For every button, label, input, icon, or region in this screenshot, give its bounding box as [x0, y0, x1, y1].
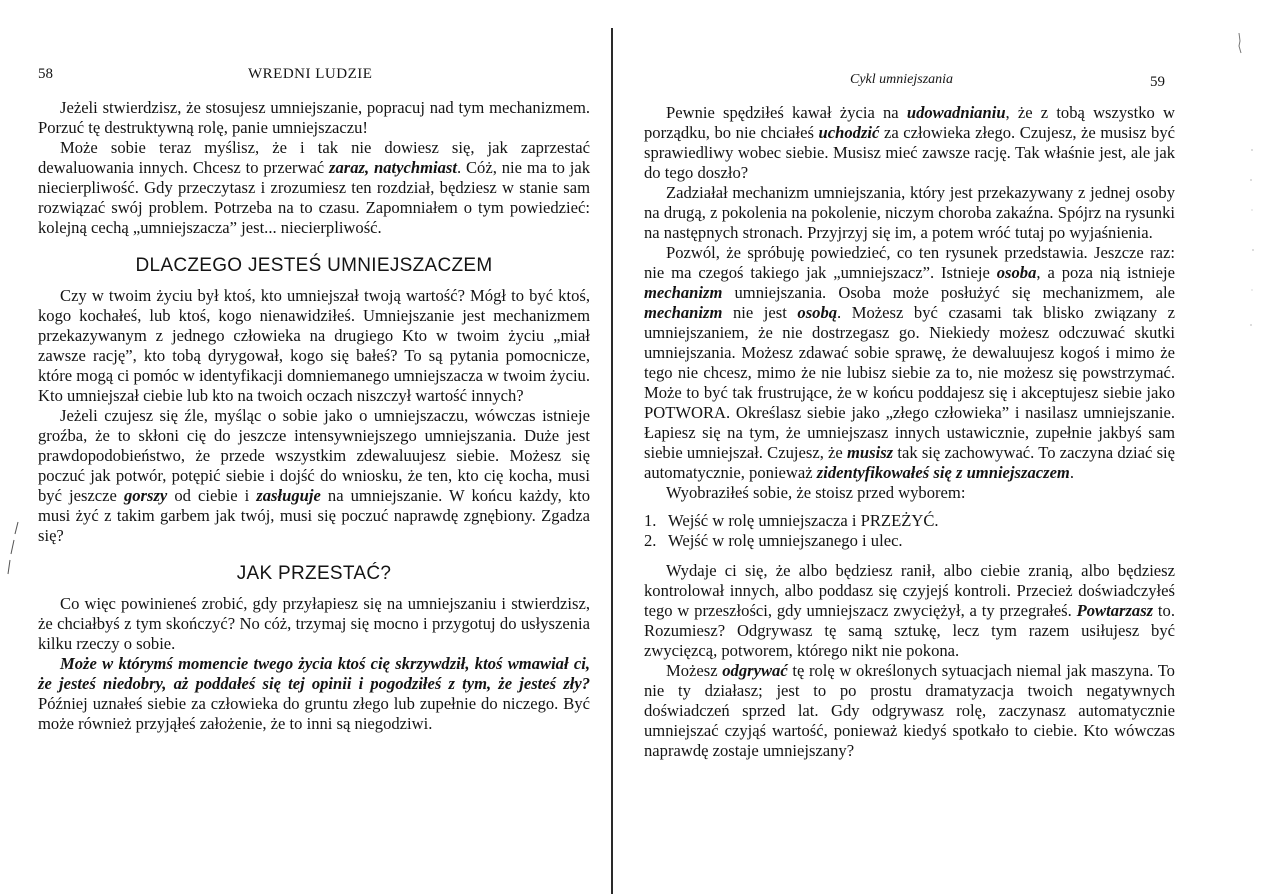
right-text-column — [644, 103, 1175, 761]
running-head: WREDNI LUDZIE — [248, 66, 373, 82]
paragraph: Wyobraziłeś sobie, że stoisz przed wyborem: — [666, 483, 966, 502]
paragraph — [38, 138, 590, 238]
text-run: nie jest — [722, 303, 798, 322]
paragraph: Czy w twoim życiu był ktoś, kto umniejszał twoją wartość? Mógł to być ktoś, kogo kochałeś, lub ktoś, kogo nienawidziłeś. Umniejszanie jest mechanizmem przekazywanym z jednego człowieka na drugiego Kto w twoim życiu „miał zawsze rację”, kto tobą dyrygował, kogo się bałeś? To są pytania pomocnicze, które mogą ci pomóc w identyfikacji domniemanego umniejszacza w twoim życiu. Kto umniejszał ciebie lub kto na twoich oczach niszczył wartość innych? — [38, 286, 590, 405]
text-run: . Możesz być czasami tak blisko związany z umniejszaniem, że nie dostrzegasz go. Niekiedy możesz odczuwać skutki umniejszania. Możesz zdawać sobie sprawę, że dewaluujesz kogoś i mimo że tego nie chcesz, mimo że nie lubisz siebie za to, nie możesz się powstrzymać. Może to być tak frustrujące, że w końcu poddajesz się i akceptujesz siebie jako POTWORA. Określasz siebie jako „złego człowieka” i nasilasz umniejszanie. Łapiesz się na tym, że umniejszasz innych ustawicznie, zupełnie jakbyś sam siebie umniejszał. Czujesz, że — [644, 303, 1175, 462]
emphasis: osoba — [996, 263, 1037, 282]
emphasis: mechanizm — [644, 303, 723, 322]
left-text-column — [38, 98, 590, 734]
text-run: umniejszania. Osoba może posłużyć się mechanizmem, ale — [722, 283, 1175, 302]
text-run: Może sobie teraz myślisz, że i tak nie dowiesz się, jak zaprzestać dewaluowania innych. Chcesz to przerwać — [38, 138, 590, 177]
choice-list — [644, 511, 1175, 551]
paragraph — [644, 561, 1175, 661]
paragraph: Jeżeli stwierdzisz, że stosujesz umniejszanie, popracuj nad tym mechanizmem. Porzuć tę destruktywną rolę, panie umniejszaczu! — [38, 98, 590, 137]
emphasis: odgrywać — [722, 661, 788, 680]
text-run: za człowieka złego. Czujesz, że musisz być sprawiedliwy wobec siebie. Musisz mieć zawsze rację. Tak właśnie jest, ale jak do tego doszło? — [644, 123, 1175, 182]
text-run: Możesz — [666, 661, 723, 680]
page-number: 59 — [1150, 74, 1165, 90]
text-run: to. Rozumiesz? Odgrywasz tę samą sztukę, lecz tym razem usiłujesz być zwycięzcą, potworem, którego nikt nie pokona. — [644, 601, 1175, 660]
emphasis: gorszy — [123, 486, 168, 505]
text-run: . Cóż, nie ma to jak niecierpliwość. Gdy przeczytasz i zrozumiesz ten rozdział, będziesz w stanie sam rozwiązać swój problem. Potrzeba na to czasu. Zapomniałem o tym powiedzieć: kolejną cechą „umniejszacza” jest... niecierpliwość. — [38, 158, 590, 237]
text-run: , a poza nią istnieje — [1036, 263, 1175, 282]
emphasis: osobą — [797, 303, 838, 322]
emphasis: zaraz, natychmiast — [329, 158, 457, 177]
paragraph — [644, 103, 1175, 183]
pencil-mark — [6, 520, 20, 576]
emphasis: zasługuje — [256, 486, 321, 505]
emphasis: Powtarzasz — [1076, 601, 1154, 620]
emphasis: udowadnianiu — [906, 103, 1006, 122]
text-run: Jeżeli czujesz się źle, myśląc o sobie jako o umniejszaczu, wówczas istnieje groźba, że to skłoni cię do jeszcze intensywniejszego umniejszania. Duże jest prawdopodobieństwo, że przede wszystkim zdewaluujesz siebie. Możesz się poczuć jak potwór, potępić siebie i dojść do wniosku, że ten, kto cię kocha, musi być jeszcze — [38, 406, 590, 505]
scan-noise — [1250, 140, 1254, 340]
section-heading: JAK PRZESTAĆ? — [236, 563, 392, 584]
paragraph — [644, 661, 1175, 761]
emphasis: uchodzić — [818, 123, 880, 142]
left-page — [0, 0, 612, 894]
text-run: Później uznałeś siebie za człowieka do gruntu złego lub zupełnie do niczego. Być może również przyjąłeś założenie, że to inni są niegodziwi. — [38, 694, 590, 733]
emphasis: mechanizm — [644, 283, 723, 302]
scan-speck — [1236, 32, 1244, 54]
text-run: Pewnie spędziłeś kawał życia na — [666, 103, 907, 122]
text-run: . — [1069, 463, 1074, 482]
running-head: Cykl umniejszania — [850, 72, 954, 87]
text-run: na umniejszanie. W końcu każdy, kto musi żyć z takim garbem jak twój, musi się poczuć naprawdę zgnębiony. Zgadza się? — [38, 486, 590, 545]
text-run: tak się zachowywać. To zaczyna dziać się automatycznie, ponieważ — [644, 443, 1176, 482]
list-text: Wejść w rolę umniejszacza i PRZEŻYĆ. — [668, 511, 939, 530]
emphasis: musisz — [847, 443, 894, 462]
right-page — [616, 0, 1262, 894]
text-run: Wydaje ci się, że albo będziesz ranił, albo ciebie zranią, albo będziesz kontrolował innych, albo poddasz się czyjejś kontroli. Przecież doświadczyłeś tego w przeszłości, gdy umniejszacz zwyciężył, a ty przegrałeś. — [644, 561, 1175, 620]
list-item — [644, 531, 1175, 551]
section-heading: DLACZEGO JESTEŚ UMNIEJSZACZEM — [135, 255, 493, 276]
paragraph: Co więc powinieneś zrobić, gdy przyłapiesz się na umniejszaniu i stwierdzisz, że chciałbyś z tym skończyć? No cóż, trzymaj się mocno i przygotuj do usłyszenia kilku rzeczy o sobie. — [38, 594, 590, 653]
text-run: Pozwól, że spróbuję powiedzieć, co ten rysunek przedstawia. Jeszcze raz: nie ma czegoś takiego jak „umniejszacz”. Istnieje — [644, 243, 1175, 282]
text-run: , że z tobą wszystko w porządku, bo nie chciałeś — [644, 103, 1175, 142]
list-text: Wejść w rolę umniejszanego i ulec. — [668, 531, 903, 550]
paragraph — [38, 406, 590, 546]
emphasis: Może w którymś momencie twego życia ktoś cię skrzywdził, ktoś wmawiał ci, że jesteś niedobry, aż poddałeś się tej opinii i pogodziłeś z tym, że jesteś zły? — [38, 654, 590, 693]
list-number: 2. — [644, 531, 657, 550]
paragraph: Zadziałał mechanizm umniejszania, który jest przekazywany z jednej osoby na drugą, z pokolenia na pokolenie, niczym choroba zakaźna. Spójrz na rysunki na następnych stronach. Przyjrzyj się im, a potem wróć tutaj po wyjaśnienia. — [644, 183, 1175, 242]
paragraph — [38, 654, 590, 734]
emphasis: zidentyfikowałeś się z umniejszaczem — [816, 463, 1070, 482]
list-number: 1. — [644, 511, 657, 530]
text-run: od ciebie i — [167, 486, 257, 505]
text-run: tę rolę w określonych sytuacjach niemal jak maszyna. To nie ty działasz; jest to po prostu dramatyzacja twoich negatywnych doświadczeń sprzed lat. Gdy odgrywasz rolę, zaczynasz automatycznie umniejszać czyjąś wartość, ponieważ kiedyś spotkało to ciebie. Kto wówczas naprawdę zostaje umniejszany? — [644, 661, 1175, 760]
list-item — [644, 511, 1175, 531]
page-number: 58 — [38, 66, 53, 82]
paragraph — [644, 243, 1175, 483]
